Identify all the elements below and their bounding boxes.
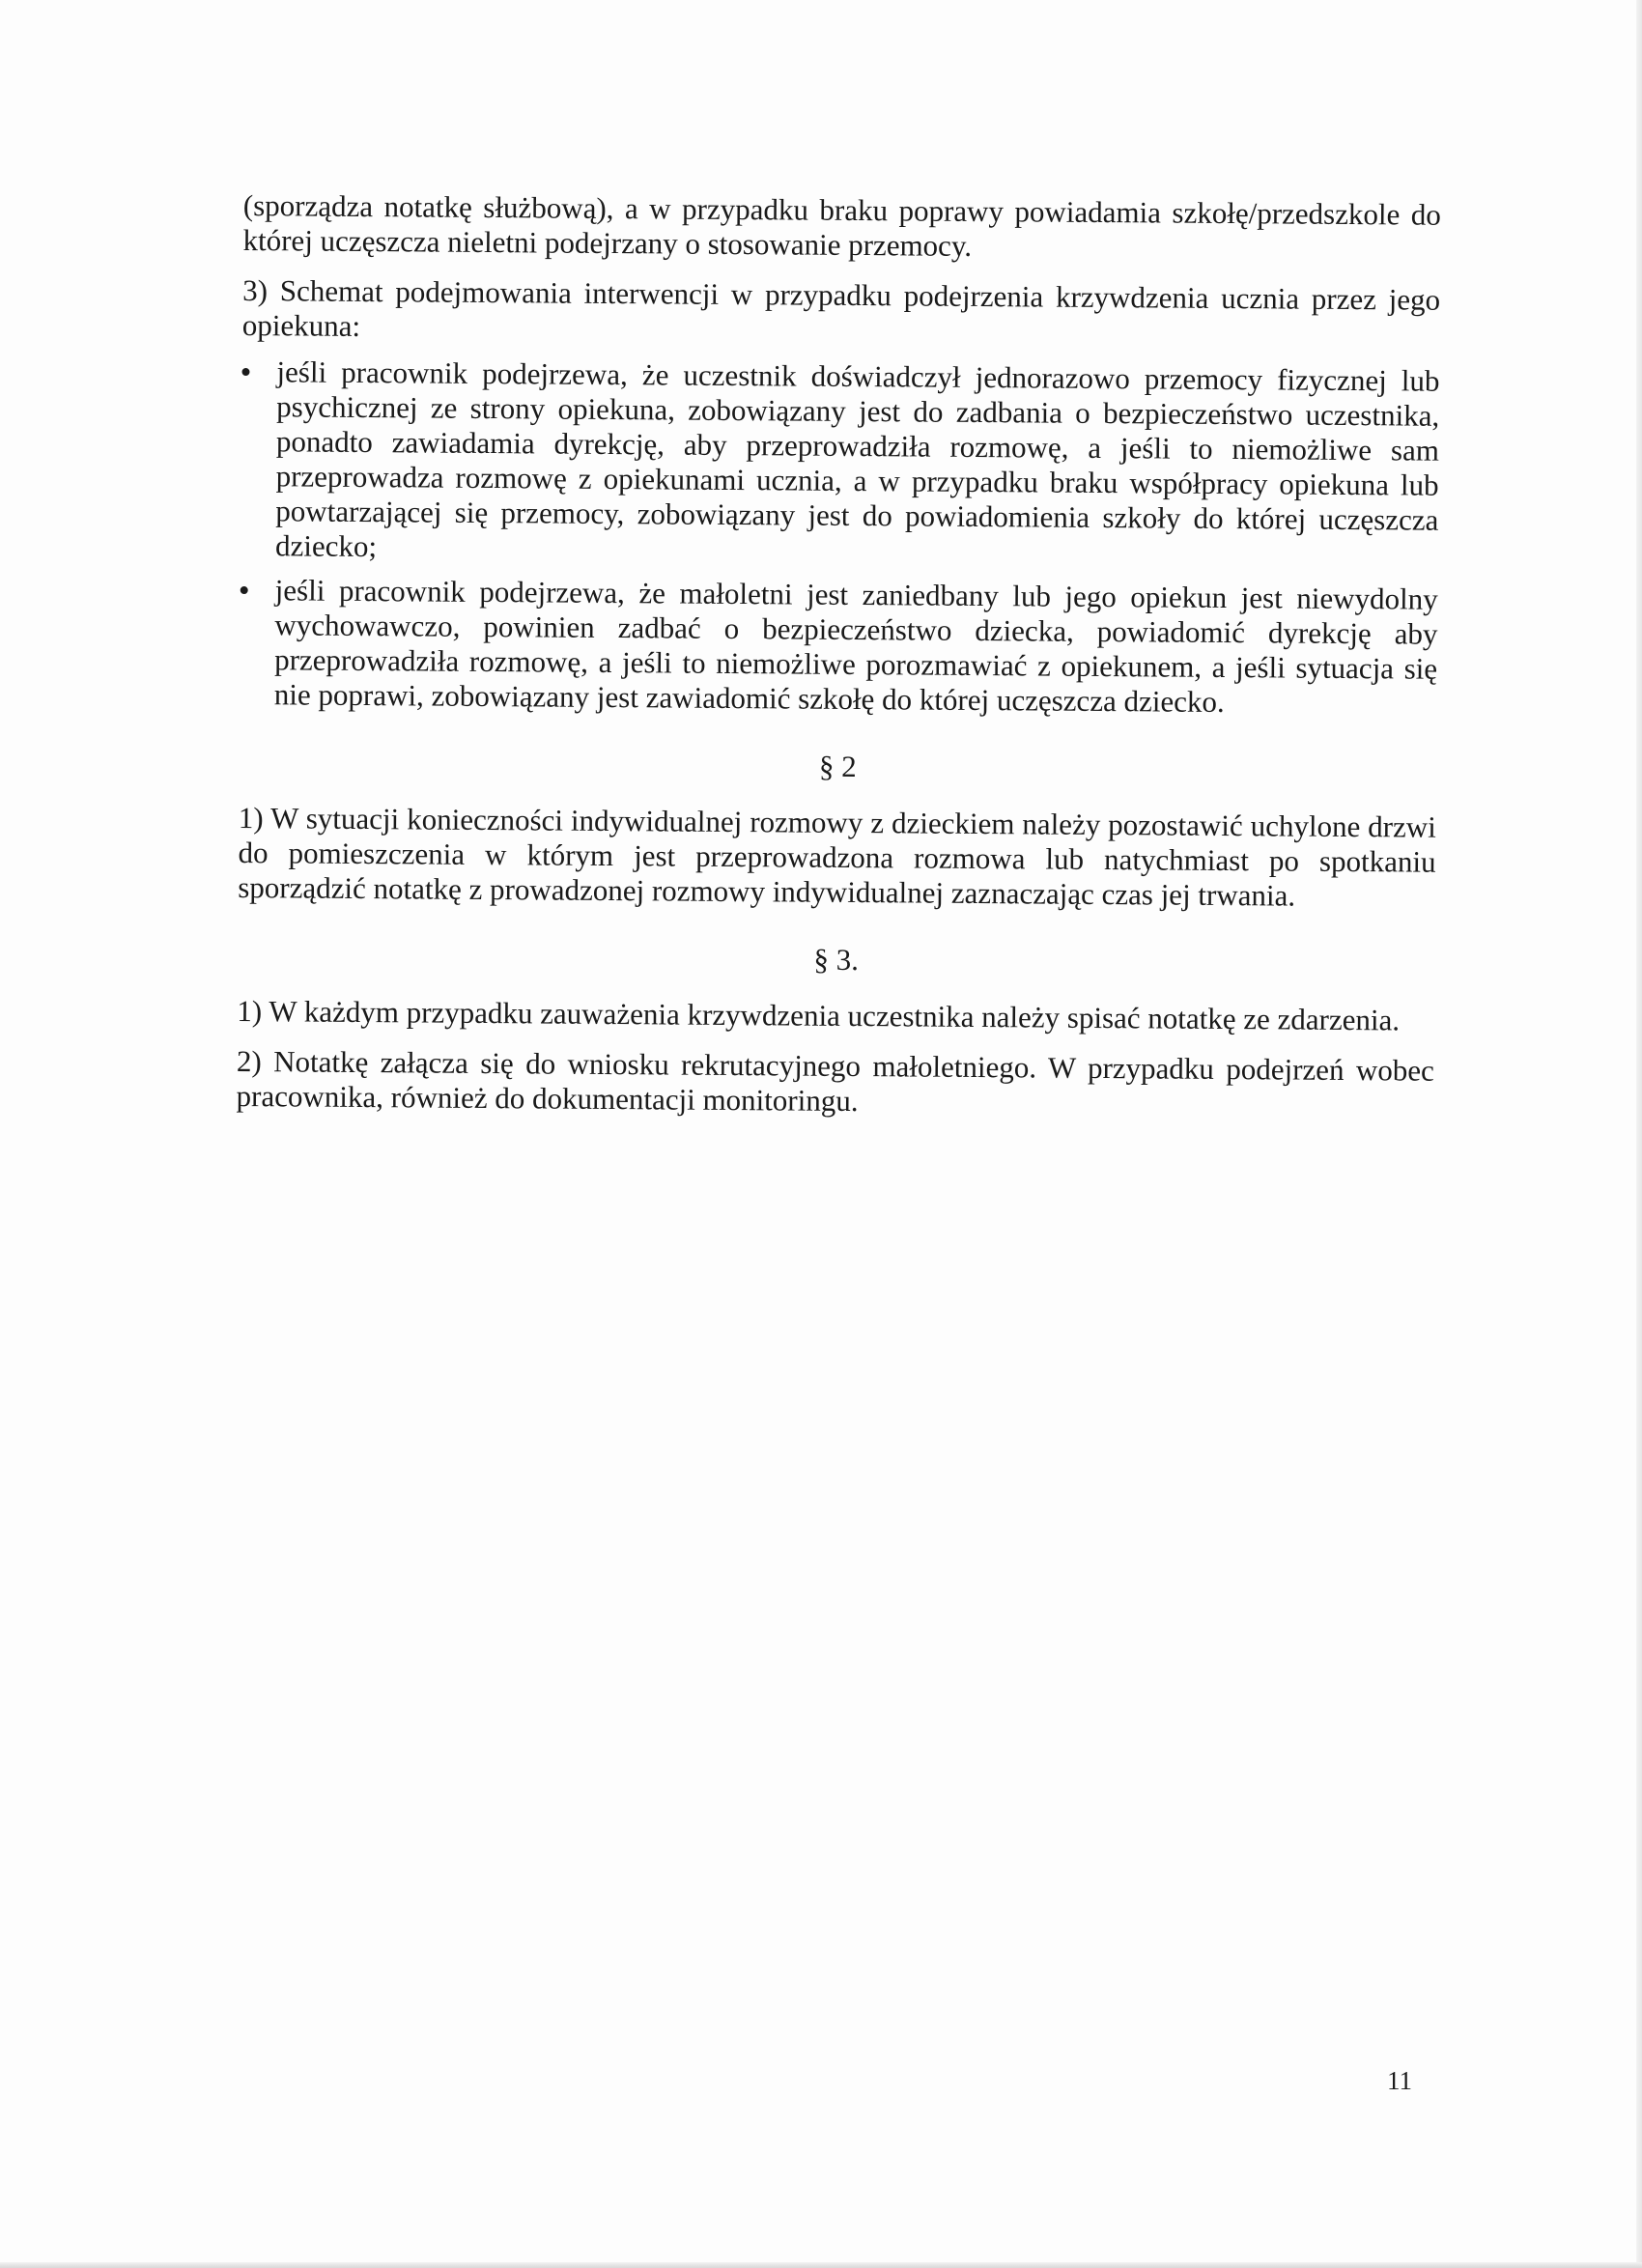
list-item: [240, 573, 1438, 722]
list-item: [241, 354, 1440, 573]
scan-edge-right: [1636, 0, 1642, 2268]
list-item-text: jeśli pracownik podejrzewa, że małoletni jest zaniedbany lub jego opiekun jest niewydolny wychowawczo, powinien zadbać o bezpieczeństwo dziecka, powiadomić dyrekcję aby przeprowadziła rozmowę, a jeśli to niemożliwe porozmawiać z opiekunem, a jeśli sytuacja się nie poprawi, zobowiązany jest zawiadomić szkołę do której uczęszcza dziecko.: [273, 573, 1438, 719]
bullet-icon: [241, 368, 249, 376]
continuation-paragraph: (sporządza notatkę służbową), a w przypadku braku poprawy powiadamia szkołę/przedszkole do której uczęszcza nieletni podejrzany o stosowanie przemocy.: [242, 188, 1441, 263]
section-2-mark: § 2: [818, 749, 857, 784]
scan-edge-bottom: [0, 2262, 1642, 2268]
section-3-mark: § 3.: [813, 942, 860, 978]
section-2-paragraph: 1) W sytuacji konieczności indywidualnej rozmowy z dzieckiem należy pozostawić uchylone drzwi do pomieszczenia w którym jest przeprowadzona rozmowa lub natychmiast po spotkaniu sporządzić notatkę z prowadzonej rozmowy indywidualnej zaznaczając czas jej trwania.: [238, 800, 1436, 913]
page-number: 11: [1387, 2066, 1412, 2095]
list-item-text: jeśli pracownik podejrzewa, że uczestnik doświadczył jednorazowo przemocy fizycznej lub psychicznej ze strony opiekuna, zobowiązany jest do zadbania o bezpieczeństwo uczestnika, ponadto zawiadamia dyrekcję, aby przeprowadziła rozmowę, a jeśli to niemożliwe sam przeprowadza rozmowę z opiekunami ucznia, a w przypadku braku współpracy opiekuna lub powtarzającej się przemocy, zobowiązany jest do powiadomienia szkoły do której uczęszcza dziecko;: [274, 354, 1440, 564]
point-3-heading: 3) Schemat podejmowania interwencji w przypadku podejrzenia krzywdzenia ucznia przez jego opiekuna:: [241, 272, 1441, 343]
bullet-icon: [241, 586, 248, 594]
section-3-paragraph-2: 2) Notatkę załącza się do wniosku rekrutacyjnego małoletniego. W przypadku podejrzeń wobec pracownika, również do dokumentacji monitoringu.: [236, 1043, 1435, 1119]
intervention-bullet-list: [240, 354, 1440, 722]
page-content: [236, 188, 1440, 1123]
section-3-paragraph-1: 1) W każdym przypadku zauważenia krzywdzenia uczestnika należy spisać notatkę ze zdarzenia.: [237, 993, 1401, 1037]
